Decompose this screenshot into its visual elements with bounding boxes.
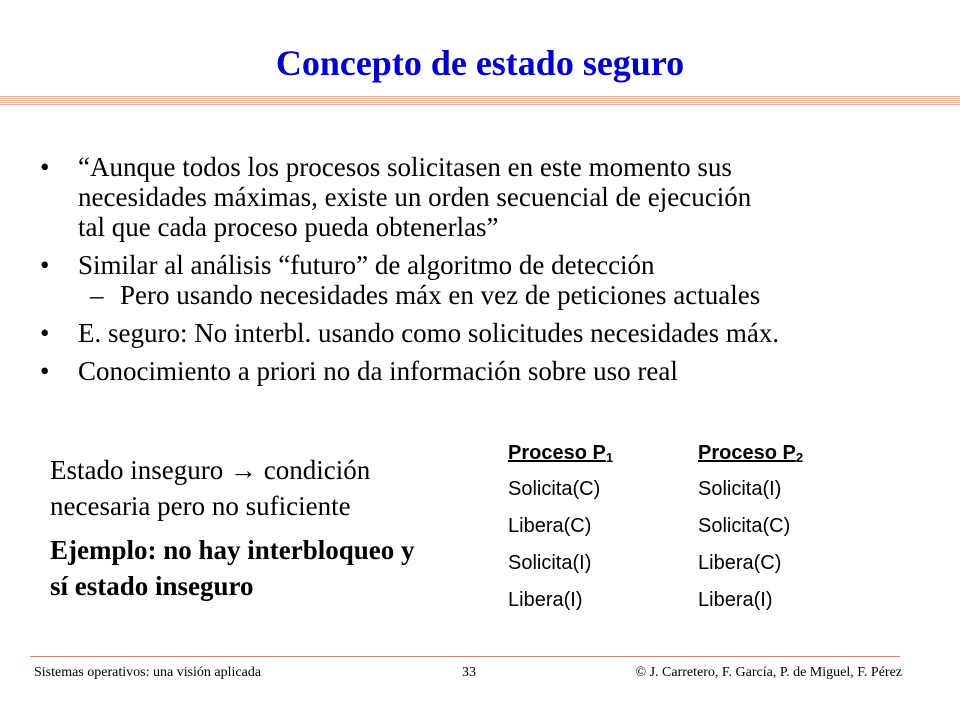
bullet-item-3	[40, 318, 920, 348]
sub-bullet-item	[40, 280, 920, 310]
bullet-marker: •	[40, 318, 50, 348]
sub-bullet-marker: –	[90, 280, 104, 310]
bullet-text: E. seguro: No interbl. usando como solicitudes necesidades máx.	[78, 318, 780, 348]
slide-title: Concepto de estado seguro	[275, 43, 685, 83]
sub-bullet-text: Pero usando necesidades máx en vez de peticiones actuales	[120, 280, 761, 310]
process-p1-column	[508, 440, 698, 624]
process-step: Solicita(C)	[698, 515, 791, 537]
example-heading-line-2: sí estado inseguro	[50, 571, 254, 601]
bullet-item-1	[40, 152, 920, 182]
note-line-2: necesaria pero no suficiente	[50, 491, 351, 521]
unsafe-state-note	[50, 452, 490, 604]
bullet-text: Conocimiento a priori no da información sobre uso real	[78, 356, 678, 386]
process-p2-column	[698, 440, 888, 624]
bullet-continuation: necesidades máximas, existe un orden secuencial de ejecución	[78, 182, 752, 212]
process-step: Libera(I)	[508, 589, 583, 611]
bullet-item-2	[40, 250, 920, 280]
footer-copyright: © J. Carretero, F. García, P. de Miguel, F. Pérez	[635, 665, 902, 680]
example-heading-line-1: Ejemplo: no hay interbloqueo y	[50, 535, 415, 565]
footer-page-number: 33	[462, 665, 476, 680]
bullet-marker: •	[40, 356, 50, 386]
title-divider	[0, 96, 960, 106]
process-p2-header: Proceso $P_2$	[698, 442, 804, 465]
bullet-marker: •	[40, 250, 50, 280]
bullet-list	[40, 152, 920, 386]
process-step: Solicita(I)	[508, 552, 592, 574]
process-step: Libera(C)	[508, 515, 592, 537]
process-p1-header: Proceso $P_1$	[508, 442, 614, 465]
footer-book-title: Sistemas operativos: una visión aplicada	[34, 665, 262, 680]
bullet-item-4	[40, 356, 920, 386]
process-step: Libera(I)	[698, 589, 773, 611]
bullet-marker: •	[40, 152, 50, 182]
process-step: Solicita(C)	[508, 478, 601, 500]
process-step: Solicita(I)	[698, 478, 782, 500]
process-step: Libera(C)	[698, 552, 782, 574]
bullet-text: Similar al análisis “futuro” de algoritmo de detección	[78, 250, 655, 280]
note-line-1: Estado inseguro → condición	[50, 455, 371, 485]
bullet-text: “Aunque todos los procesos solicitasen en este momento sus	[78, 152, 732, 182]
footer-divider	[30, 656, 900, 657]
bullet-continuation: tal que cada proceso pueda obtenerlas”	[78, 212, 499, 242]
